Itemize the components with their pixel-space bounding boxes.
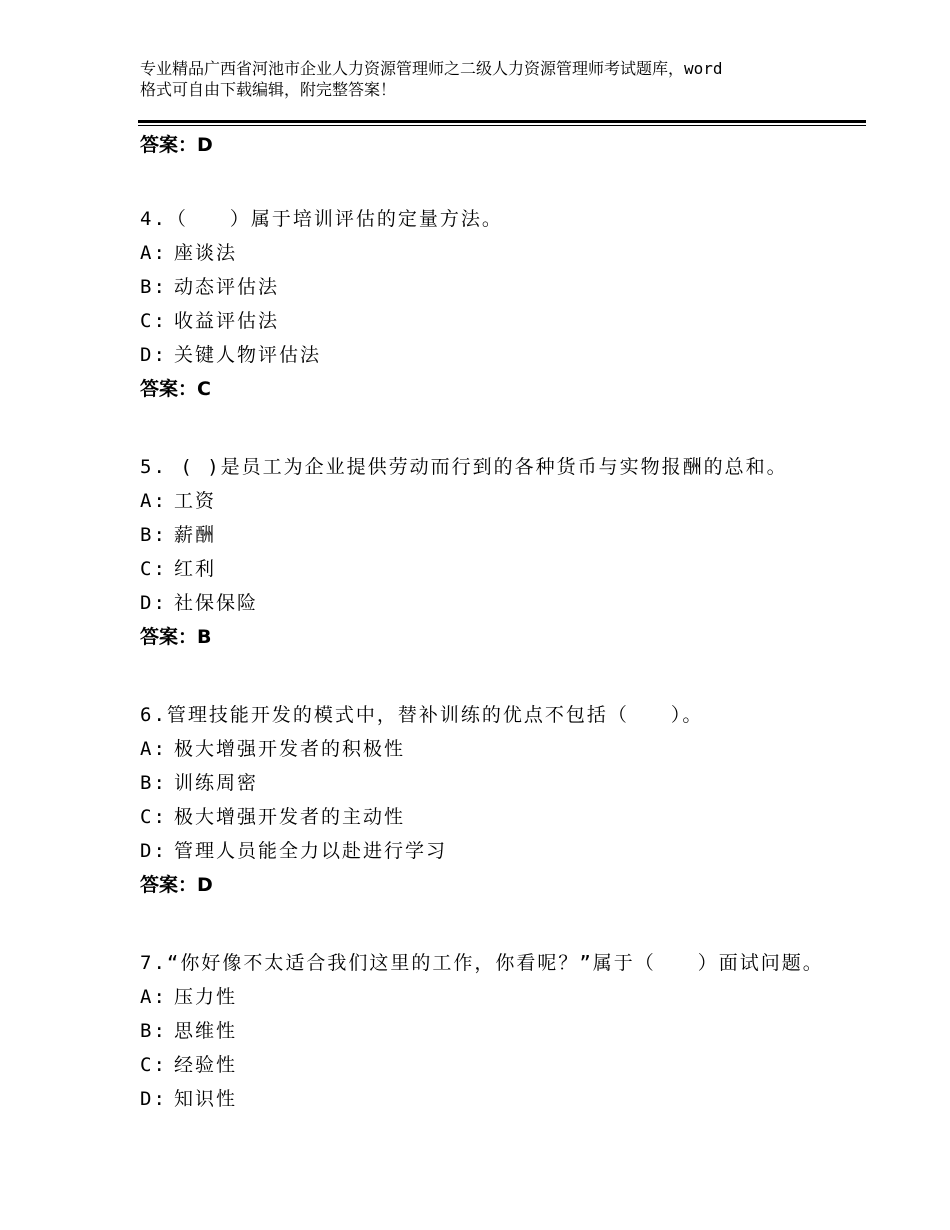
header-divider-thick (138, 120, 866, 123)
option-key: A: (140, 986, 167, 1008)
option-key: C: (140, 1054, 167, 1076)
option-d (140, 586, 840, 620)
option-d (140, 834, 840, 868)
option-c (140, 304, 840, 338)
previous-answer: 答案：D (140, 134, 213, 156)
option-key: B: (140, 1020, 167, 1042)
option-text: 经验性 (174, 1054, 238, 1076)
option-key: B: (140, 772, 167, 794)
option-text: 社保保险 (174, 592, 259, 614)
option-key: C: (140, 806, 167, 828)
option-key: D: (140, 840, 167, 862)
option-a (140, 732, 840, 766)
option-key: B: (140, 276, 167, 298)
option-key: C: (140, 558, 167, 580)
question-6 (140, 696, 840, 902)
question-list (140, 130, 840, 1116)
question-4 (140, 200, 840, 406)
option-key: D: (140, 592, 167, 614)
question-stem: 6.管理技能开发的模式中，替补训练的优点不包括（ ）。 (140, 704, 704, 726)
option-key: B: (140, 524, 167, 546)
option-text: 知识性 (174, 1088, 238, 1110)
option-b (140, 766, 840, 800)
option-text: 极大增强开发者的积极性 (174, 738, 406, 760)
option-text: 极大增强开发者的主动性 (174, 806, 406, 828)
option-text: 红利 (174, 558, 217, 580)
question-5 (140, 448, 840, 654)
option-d (140, 1082, 840, 1116)
option-c (140, 1048, 840, 1082)
option-d (140, 338, 840, 372)
option-b (140, 1014, 840, 1048)
question-7 (140, 944, 840, 1116)
option-text: 座谈法 (174, 242, 238, 264)
question-answer: 答案：C (140, 378, 211, 400)
option-key: A: (140, 490, 167, 512)
option-key: D: (140, 344, 167, 366)
question-stem: 7.“你好像不太适合我们这里的工作，你看呢？”属于（ ）面试问题。 (140, 952, 824, 974)
option-a (140, 484, 840, 518)
header-line-1: 专业精品广西省河池市企业人力资源管理师之二级人力资源管理师考试题库，word (140, 59, 723, 78)
option-text: 压力性 (174, 986, 238, 1008)
option-text: 关键人物评估法 (174, 344, 322, 366)
option-key: A: (140, 242, 167, 264)
header-divider-thin (138, 125, 866, 126)
option-key: D: (140, 1088, 167, 1110)
option-c (140, 552, 840, 586)
question-stem: 4.（ ）属于培训评估的定量方法。 (140, 208, 503, 230)
option-b (140, 270, 840, 304)
question-answer: 答案：B (140, 626, 212, 648)
option-text: 训练周密 (174, 772, 259, 794)
option-text: 管理人员能全力以赴进行学习 (174, 840, 448, 862)
option-c (140, 800, 840, 834)
header-line-2: 格式可自由下载编辑，附完整答案！ (140, 80, 397, 99)
option-text: 思维性 (174, 1020, 238, 1042)
question-answer: 答案：D (140, 874, 213, 896)
option-text: 动态评估法 (174, 276, 280, 298)
option-key: C: (140, 310, 167, 332)
document-header (140, 58, 840, 100)
question-stem: 5. ( )是员工为企业提供劳动而行到的各种货币与实物报酬的总和。 (140, 456, 788, 478)
option-text: 收益评估法 (174, 310, 280, 332)
option-a (140, 980, 840, 1014)
option-b (140, 518, 840, 552)
option-text: 薪酬 (174, 524, 217, 546)
option-a (140, 236, 840, 270)
option-text: 工资 (174, 490, 217, 512)
option-key: A: (140, 738, 167, 760)
